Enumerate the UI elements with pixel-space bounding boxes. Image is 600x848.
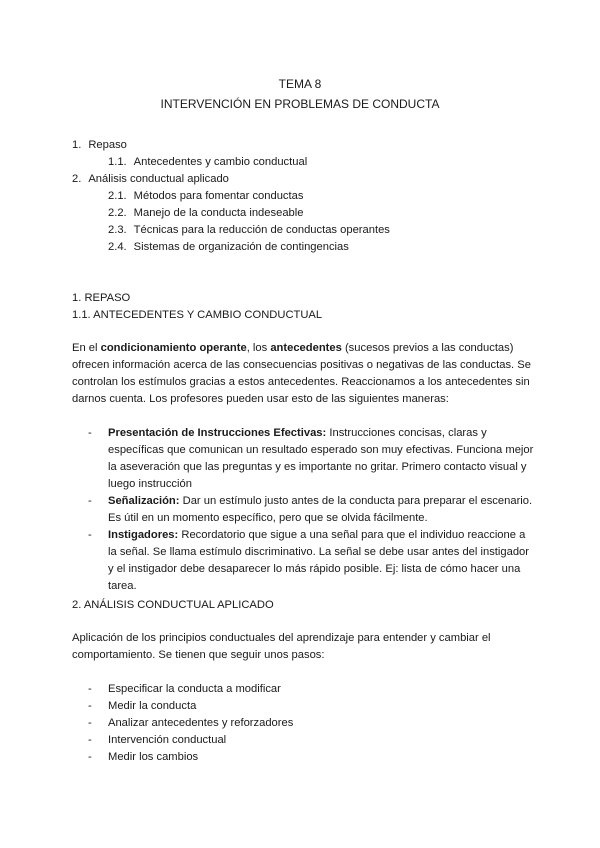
- toc-item: 2. Análisis conductual aplicado: [72, 173, 229, 185]
- list-bullet: -: [88, 683, 92, 695]
- toc-item: 1.1. Antecedentes y cambio conductual: [108, 156, 308, 168]
- section1-intro-paragraph: En el condicionamiento operante, los antecedentes (sucesos previos a las conductas) ofrecen información acerca de las consecuencias positivas o negativas de las conductas. Se controlan los estímulos gracias a estos antecedentes. Reaccionamos a los antecedentes sin darnos cuenta. Los profesores pueden usar esto de las siguientes maneras:: [72, 342, 531, 405]
- toc-item: 2.3. Técnicas para la reducción de conductas operantes: [108, 224, 390, 236]
- page-subtitle: INTERVENCIÓN EN PROBLEMAS DE CONDUCTA: [160, 97, 440, 111]
- list-bullet: -: [88, 495, 92, 507]
- toc-item: 1. Repaso: [72, 139, 127, 151]
- toc-item: 2.4. Sistemas de organización de contingencias: [108, 241, 349, 253]
- toc-item: 2.2. Manejo de la conducta indeseable: [108, 207, 304, 219]
- section-heading: 2. ANÁLISIS CONDUCTUAL APLICADO: [72, 599, 274, 611]
- section2-intro-paragraph: Aplicación de los principios conductuales del aprendizaje para entender y cambiar el comportamiento. Se tienen que seguir unos pasos:: [72, 632, 491, 661]
- toc-item: 2.1. Métodos para fomentar conductas: [108, 190, 304, 202]
- list-bullet: -: [88, 529, 92, 541]
- list-bullet: -: [88, 751, 92, 763]
- section-subheading: 1.1. ANTECEDENTES Y CAMBIO CONDUCTUAL: [72, 309, 323, 321]
- list-bullet: -: [88, 700, 92, 712]
- list-item: Instigadores: Recordatorio que sigue a una señal para que el individuo reaccione a la señal. Se llama estímulo discriminativo. La señal se debe usar antes del instigador y el instigador debe desaparecer lo más rápido posible. Ej: lista de cómo hacer una tarea.: [108, 529, 530, 592]
- list-bullet: -: [88, 734, 92, 746]
- list-item: Analizar antecedentes y reforzadores: [108, 717, 294, 729]
- term-bold: antecedentes: [270, 342, 342, 354]
- term-bold: condicionamiento operante: [100, 342, 247, 354]
- list-item: Señalización: Dar un estímulo justo antes de la conducta para preparar el escenario. Es útil en un momento específico, pero que se olvida fácilmente.: [108, 495, 533, 524]
- list-bullet: -: [88, 717, 92, 729]
- list-item: Especificar la conducta a modificar: [108, 683, 281, 695]
- list-bullet: -: [88, 427, 92, 439]
- page-title: TEMA 8: [278, 77, 322, 91]
- list-item: Presentación de Instrucciones Efectivas: Instrucciones concisas, claras y específicas que comunican un resultado esperado son muy efectivas. Funciona mejor la aseveración que las preguntas y es importante no gritar. Primero contacto visual y luego instrucción: [108, 427, 534, 490]
- list-item: Medir los cambios: [108, 751, 199, 763]
- list-item: Medir la conducta: [108, 700, 197, 712]
- section-heading: 1. REPASO: [72, 292, 131, 304]
- list-item: Intervención conductual: [108, 734, 227, 746]
